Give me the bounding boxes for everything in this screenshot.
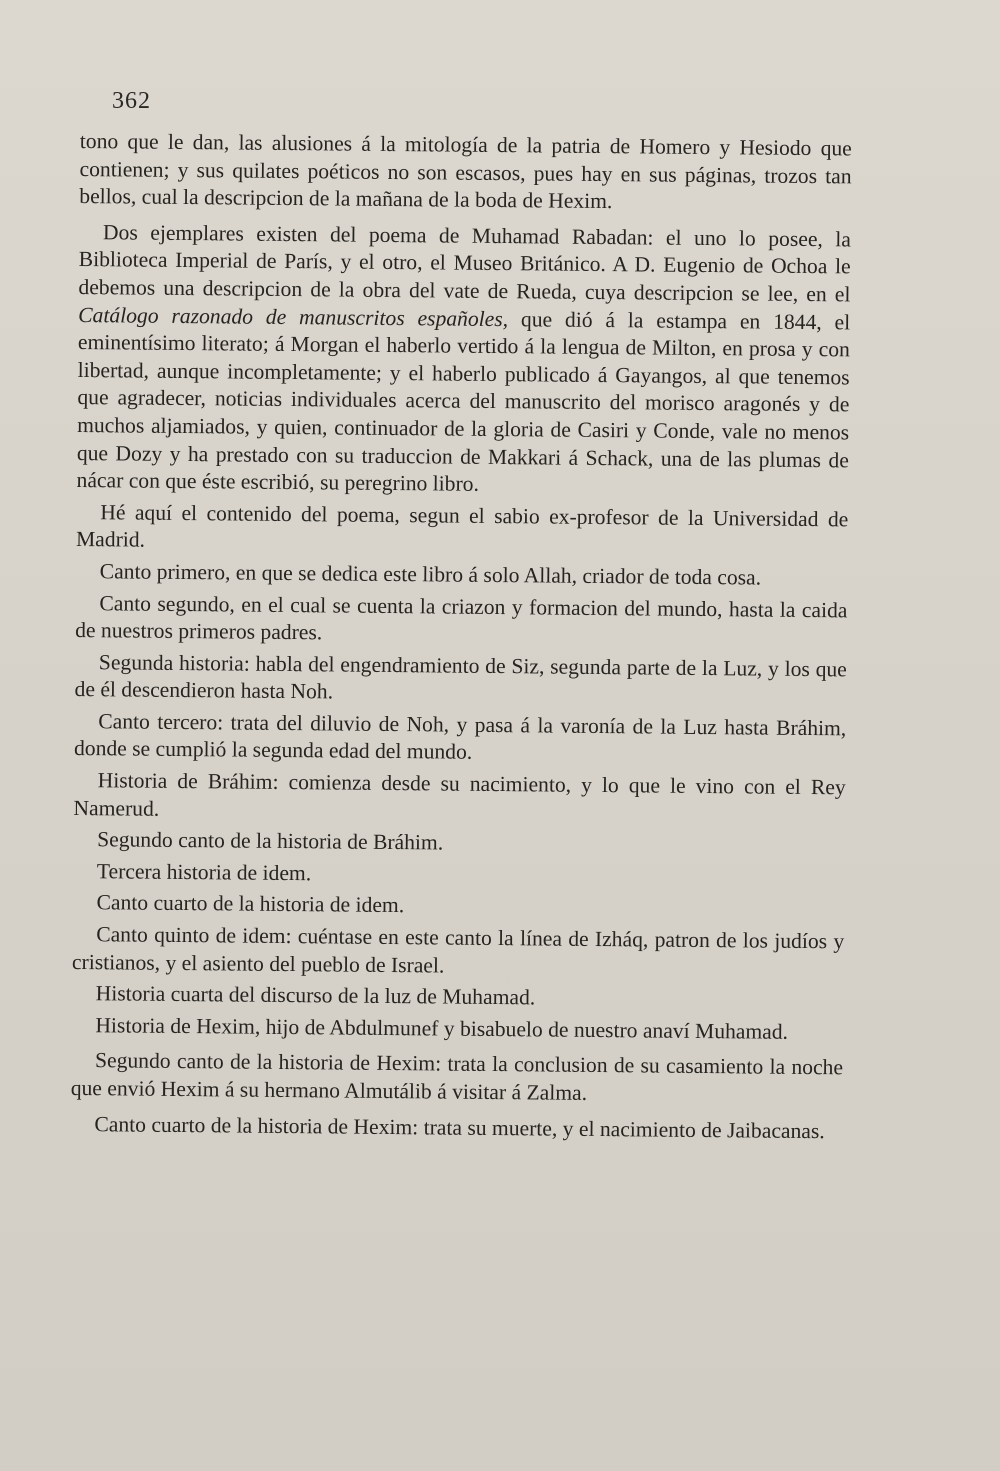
paragraph: Canto cuarto de la historia de Hexim: trata su muerte, y el nacimiento de Jaibacanas. bbox=[94, 1111, 825, 1143]
page-number: 362 bbox=[112, 88, 151, 114]
paragraph: Canto cuarto de la historia de idem. bbox=[96, 890, 405, 918]
paragraph: Segunda historia: habla del engendramiento de Siz, segunda parte de la Luz, y los que de él descendieron hasta Noh. bbox=[74, 649, 847, 704]
paragraph: Canto tercero: trata del diluvio de Noh, y pasa á la varonía de la Luz hasta Bráhim, donde se cumplió la segunda edad del mundo. bbox=[73, 709, 847, 765]
paragraph: tono que le dan, las alusiones á la mitología de la patria de Homero y Hesiodo que contienen; y sus quilates poéticos no son escasos, pues hay en sus páginas, trozos tan bellos, cual la descripcion de la mañana de la boda de Hexim. bbox=[79, 128, 852, 214]
paragraph: Historia de Bráhim: comienza desde su nacimiento, y lo que le vino con el Rey Namerud. bbox=[73, 768, 846, 821]
paragraph: Hé aquí el contenido del poema, segun el sabio ex-profesor de la Universidad de Madrid. bbox=[75, 499, 849, 552]
paragraph-text: Dos ejemplares existen del poema de Muhamad Rabadan: el uno lo posee, la Biblioteca Imperial de París, y el otro, el Museo Británico. A D. Eugenio de Ochoa le debemos una descripcion de la obra del vate de Rueda, cuya descripcion se lee, en el bbox=[78, 220, 852, 307]
paragraph: Historia de Hexim, hijo de Abdulmunef y bisabuelo de nuestro anaví Muhamad. bbox=[95, 1013, 789, 1044]
paragraph: Canto segundo, en el cual se cuenta la criazon y formacion del mundo, hasta la caida de nuestros primeros padres. bbox=[75, 590, 848, 645]
paragraph: Tercera historia de idem. bbox=[96, 859, 312, 886]
paragraph: Canto primero, en que se dedica este libro á solo Allah, criador de toda cosa. bbox=[99, 559, 762, 590]
paragraph bbox=[76, 219, 851, 502]
paragraph: Segundo canto de la historia de Bráhim. bbox=[97, 827, 444, 855]
paragraph-text: que dió á la estampa en 1844, el eminentísimo literato; á Morgan el haberlo vertido á la lengua de Milton, en prosa y con libertad, aunque incompletamente; y el haberlo publicado á Gayangos, al que tenemos que agradecer, noticias individuales acerca del manuscrito del morisco aragonés y de muchos aljamiados, y quien, continuador de la gloria de Casiri y Conde, vale no menos que Dozy y ha prestado con su traduccion de Makkari á Schack, una de las plumas de nácar con que éste escribió, su peregrino libro. bbox=[76, 306, 851, 496]
paragraph: Historia cuarta del discurso de la luz de Muhamad. bbox=[95, 981, 536, 1010]
body-text bbox=[70, 128, 852, 1150]
paragraph: Canto quinto de idem: cuéntase en este canto la línea de Izháq, patron de los judíos y cristianos, y el asiento del pueblo de Israel. bbox=[71, 922, 845, 978]
paragraph: Segundo canto de la historia de Hexim: trata la conclusion de su casamiento la noche que envió Hexim á su hermano Almutálib á visitar á Zalma. bbox=[70, 1048, 844, 1105]
italic-title: Catálogo razonado de manuscritos españoles, bbox=[78, 302, 509, 331]
